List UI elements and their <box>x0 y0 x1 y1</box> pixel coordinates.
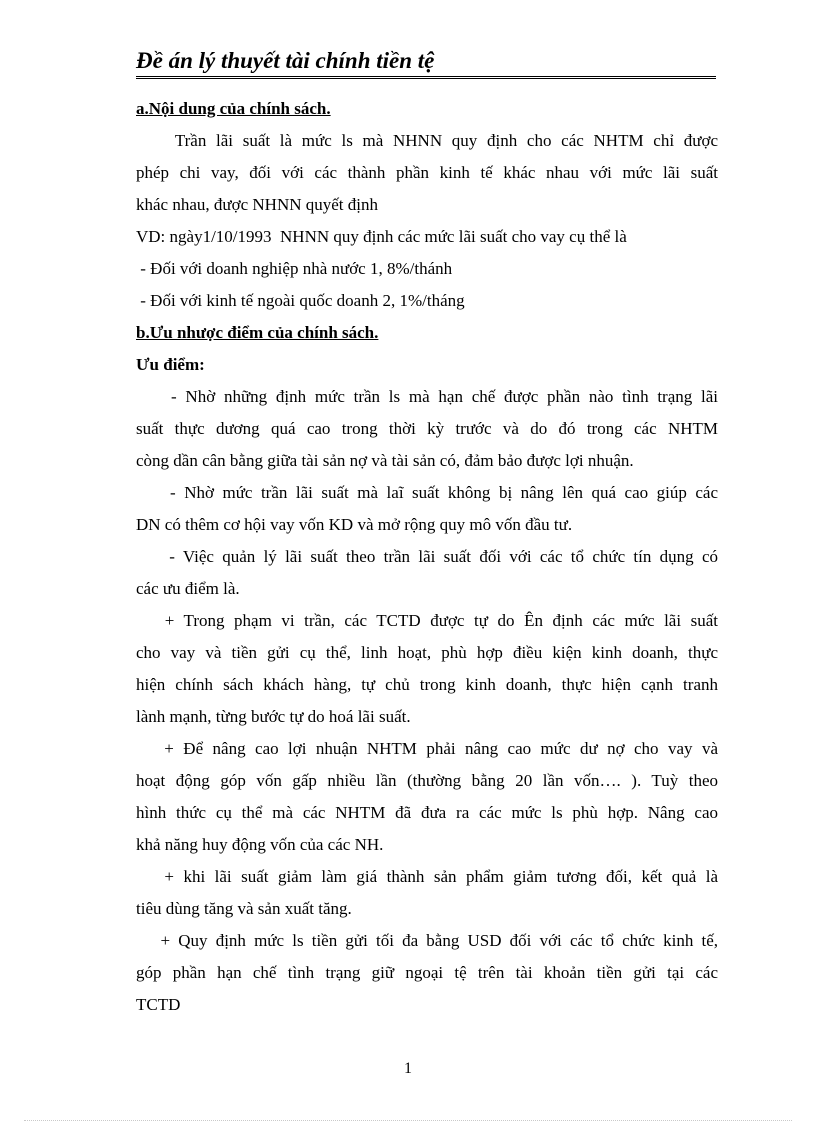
paragraph-line: góp phần hạn chế tình trạng giữ ngoại tệ trên tài khoản tiền gửi tại các <box>136 963 718 982</box>
page-bottom-divider <box>24 1120 792 1121</box>
paragraph-line: + Để nâng cao lợi nhuận NHTM phải nâng cao mức dư nợ cho vay và <box>136 739 718 758</box>
section-b-heading: b.Ưu nhược điểm của chính sách. <box>136 323 379 342</box>
paragraph-line: + khi lãi suất giảm làm giá thành sản phẩm giảm tương đối, kết quả là <box>136 867 718 886</box>
paragraph-line: các ưu điểm là. <box>136 579 240 598</box>
paragraph-line: VD: ngày1/10/1993 NHNN quy định các mức lãi suất cho vay cụ thể là <box>136 227 627 246</box>
paragraph-line: TCTD <box>136 995 181 1014</box>
section-a-heading: a.Nội dung của chính sách. <box>136 99 331 118</box>
paragraph-line: + Trong phạm vi trần, các TCTD được tự do Ên định các mức lãi suất <box>136 611 718 630</box>
paragraph-line: tiêu dùng tăng và sản xuất tăng. <box>136 899 352 918</box>
list-item: - Đối với kinh tế ngoài quốc doanh 2, 1%/tháng <box>136 291 465 310</box>
paragraph-line: - Nhờ những định mức trần ls mà hạn chế được phần nào tình trạng lãi <box>136 387 719 406</box>
paragraph-line: lành mạnh, từng bước tự do hoá lãi suất. <box>136 707 411 726</box>
paragraph-line: + Quy định mức ls tiền gửi tối đa bằng USD đối với các tổ chức kinh tế, <box>136 931 719 950</box>
page-header <box>136 48 716 79</box>
paragraph-line: cho vay và tiền gửi cụ thể, linh hoạt, phù hợp điều kiện kinh doanh, thực <box>136 643 718 662</box>
paragraph-line: phép chi vay, đối với các thành phần kinh tế khác nhau với mức lãi suất <box>136 163 718 182</box>
list-item: - Đối với doanh nghiệp nhà nước 1, 8%/thánh <box>136 259 453 278</box>
paragraph-line: còng dần cân bằng giữa tài sản nợ và tài sản có, đảm bảo được lợi nhuận. <box>136 451 634 470</box>
paragraph-line: hoạt động góp vốn gấp nhiều lần (thường bằng 20 lần vốn…. ). Tuỳ theo <box>136 771 718 790</box>
paragraph-line: DN có thêm cơ hội vay vốn KD và mở rộng quy mô vốn đầu tư. <box>136 515 573 534</box>
paragraph-line: khác nhau, được NHNN quyết định <box>136 195 378 214</box>
paragraph-line: hình thức cụ thể mà các NHTM đã đưa ra các mức ls phù hợp. Nâng cao <box>136 803 718 822</box>
paragraph-line: - Nhờ mức trần lãi suất mà laĩ suất không bị nâng lên quá cao giúp các <box>136 483 718 502</box>
document-body <box>136 93 718 1021</box>
page-number: 1 <box>404 1060 412 1077</box>
header-title: Đề án lý thuyết tài chính tiền tệ <box>136 48 435 73</box>
paragraph-line: - Việc quản lý lãi suất theo trần lãi suất đối với các tổ chức tín dụng có <box>136 547 719 566</box>
paragraph-line: suất thực dương quá cao trong thời kỳ trước và do đó trong các NHTM <box>136 419 718 438</box>
paragraph-line: Trần lãi suất là mức ls mà NHNN quy định cho các NHTM chỉ được <box>136 131 719 150</box>
paragraph-line: khả năng huy động vốn của các NH. <box>136 835 384 854</box>
advantages-label: Ưu điểm: <box>136 355 205 374</box>
paragraph-line: hiện chính sách khách hàng, tự chủ trong kinh doanh, thực hiện cạnh tranh <box>136 675 718 694</box>
